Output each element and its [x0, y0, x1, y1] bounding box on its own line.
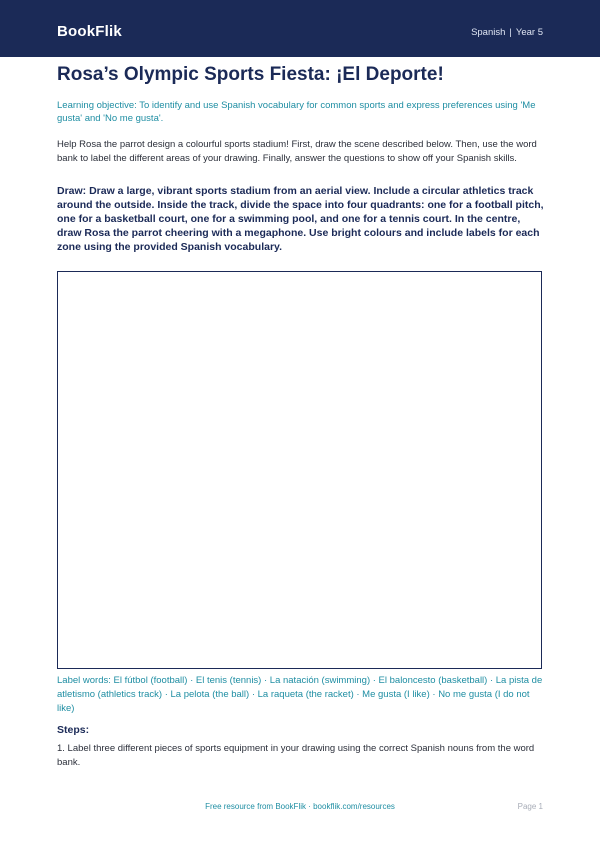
drawing-area[interactable]: [57, 271, 542, 669]
footer-text: Free resource from BookFlik · bookflik.com/resources: [205, 802, 395, 811]
intro-text: Help Rosa the parrot design a colourful sports stadium! First, draw the scene described below. Then, use the word bank to label the different areas of your drawing. Finally, answer the questions to show off your Spanish skills.: [57, 139, 537, 164]
header-meta: [471, 27, 543, 38]
draw-instruction: Draw: Draw a large, vibrant sports stadium from an aerial view. Include a circular athletics track around the outside. Inside the track, divide the space into four quadrants: one for a football pitch, one for a basketball court, one for a swimming pool, and one for a tennis court. In the centre, draw Rosa the parrot cheering with a megaphone. Use bright colours and include labels for each zone using the provided Spanish vocabulary.: [57, 185, 544, 253]
year-label: Year 5: [515, 27, 543, 38]
learning-objective: Learning objective: To identify and use Spanish vocabulary for common sports and express preferences using 'Me gusta' and 'No me gusta'.: [57, 100, 536, 124]
page-number: Page 1: [517, 802, 543, 811]
subject-label: Spanish: [471, 27, 506, 38]
meta-separator: |: [509, 27, 512, 38]
header-bar: [0, 0, 600, 57]
page-title: Rosa’s Olympic Sports Fiesta: ¡El Deporte!: [57, 64, 444, 85]
brand-logo-text: BookFlik: [57, 23, 122, 40]
steps-heading: Steps:: [57, 724, 90, 736]
label-word-bank: Label words: El fútbol (football) · El tenis (tennis) · La natación (swimming) · El baloncesto (basketball) · La pista de atletismo (athletics track) · La pelota (the ball) · La raqueta (the racket) · Me gusta (I like) · No me gusta (I do not like): [57, 675, 543, 714]
step-item: 1. Label three different pieces of sports equipment in your drawing using the correct Spanish nouns from the word bank.: [57, 743, 535, 768]
